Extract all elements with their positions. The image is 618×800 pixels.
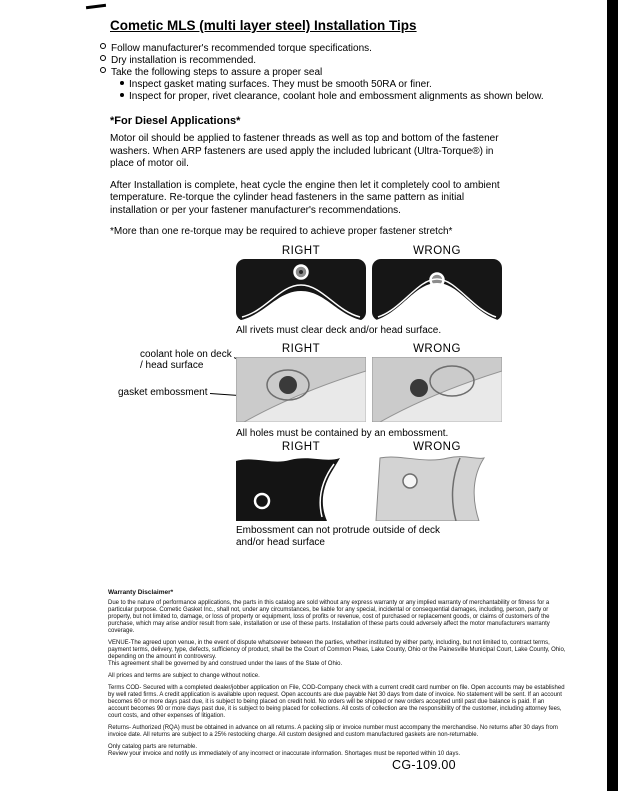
- diagram-section: [96, 245, 570, 567]
- sub-bullet-item: [120, 91, 570, 103]
- right-label: RIGHT: [281, 440, 321, 453]
- bullet-item: [100, 55, 570, 67]
- bullet-text: Follow manufacturer's recommended torque specifications.: [111, 43, 372, 54]
- page-code: CG-109.00: [392, 758, 456, 772]
- legal-paragraph: Review your invoice and notify us immediately of any incorrect or inaccurate information. Shortages must be reported within 10 days.: [108, 750, 461, 757]
- retorque-note: *More than one re-torque may be required to achieve proper fastener stretch*: [110, 226, 453, 237]
- page-title: Cometic MLS (multi layer steel) Installation Tips: [110, 18, 417, 33]
- bullet-item: [100, 67, 570, 79]
- sub-bullet-item: [120, 79, 570, 91]
- scan-artifact: [86, 4, 106, 9]
- diesel-applications-heading: *For Diesel Applications*: [110, 115, 241, 127]
- embossment-right-figure: [236, 455, 366, 521]
- legal-paragraph: All prices and terms are subject to change without notice.: [108, 672, 260, 679]
- right-label: RIGHT: [281, 342, 321, 355]
- legal-paragraph: Due to the nature of performance applications, the parts in this catalog are sold without any express warranty or any implied warranty of merchantability or fitness for a particular purpose. Cometic Gasket Inc., shall not, under any circumstances, be liable for any special, incidental or consequential damages, including, person, party or property, but not limited to, damage, or loss of property or equipment, loss of profits or revenue, cost of purchased or replacement goods, or claims of customers of the purchase, which may arise and/or result from sale, installation or use of these parts. Installation of these parts could adversely affect the motor manufacturers warranty coverage.: [108, 599, 550, 634]
- rivet-right-figure: [236, 259, 366, 321]
- callout-coolant-hole-label: coolant hole on deck / head surface: [140, 348, 232, 371]
- open-bullet-icon: [100, 55, 106, 61]
- bullet-text: Inspect gasket mating surfaces. They must be smooth 50RA or finer.: [129, 79, 432, 90]
- diagram-caption-embossment: Embossment can not protrude outside of deck and/or head surface: [236, 524, 441, 548]
- diesel-paragraph-1: Motor oil should be applied to fastener threads as well as top and bottom of the fastener washers. When ARP fasteners are used apply the included lubricant (Ultra-Torque®) in place of motor oil.: [110, 133, 499, 169]
- page-content: [96, 18, 570, 763]
- coolant-wrong-figure: [372, 357, 502, 422]
- bullet-text: Take the following steps to assure a proper seal: [111, 67, 323, 78]
- wrong-label: WRONG: [413, 342, 461, 355]
- scan-edge-right: [607, 0, 618, 791]
- right-label: RIGHT: [281, 244, 321, 257]
- bullet-item: [100, 43, 570, 55]
- diesel-paragraph-2: After Installation is complete, heat cycle the engine then let it completely cool to ambient temperature. Re-torque the cylinder head fasteners in the same pattern as initial installation or per your fastener manufacturer's recommendations.: [110, 179, 500, 216]
- open-bullet-icon: [100, 43, 106, 49]
- embossment-wrong-figure: [372, 455, 502, 521]
- wrong-label: WRONG: [413, 244, 461, 257]
- callout-gasket-embossment-label: gasket embossment: [118, 386, 208, 398]
- diagram-caption-rivets: All rivets must clear deck and/or head surface.: [236, 324, 442, 336]
- legal-paragraph: Only catalog parts are returnable.: [108, 743, 198, 750]
- filled-bullet-icon: [120, 93, 124, 97]
- diagram-caption-holes: All holes must be contained by an embossment.: [236, 427, 449, 439]
- open-bullet-icon: [100, 67, 106, 73]
- legal-paragraph: This agreement shall be governed by and construed under the laws of the State of Ohio.: [108, 660, 343, 667]
- legal-section: [108, 589, 566, 758]
- wrong-label: WRONG: [413, 440, 461, 453]
- tips-list: [96, 43, 570, 103]
- legal-paragraph: Terms COD- Secured with a completed dealer/jobber application on File, COD-Company check with a current credit card number on file. Open accounts may be established by well rated firms. A credit application is available upon request. Open accounts are due payable Net 30 days from date of invoice. No statement will be sent. If an account becomes 60 or more days past due, it is subject to being placed on credit hold. No orders will be shipped or new orders accepted until past due balance is paid. If an account becomes 90 or more days past due, it is subject to being placed for collections. All costs of collection are the responsibility of the customer, including attorney fees, court costs, and other expenses of litigation.: [108, 684, 565, 719]
- bullet-text: Dry installation is recommended.: [111, 55, 257, 66]
- coolant-right-figure: [236, 357, 366, 422]
- rivet-wrong-figure: [372, 259, 502, 321]
- filled-bullet-icon: [120, 81, 124, 85]
- warranty-disclaimer-heading: Warranty Disclaimer*: [108, 588, 174, 596]
- bullet-text: Inspect for proper, rivet clearance, coolant hole and embossment alignments as shown below.: [129, 91, 544, 102]
- legal-paragraph: Returns- Authorized (RQA) must be obtained in advance on all returns. A packing slip or invoice number must accompany the merchandise. No returns after 30 days from invoice date. All returns are subject to a 25% restocking charge. All custom designed and custom manufactured gaskets are non-returnable.: [108, 724, 558, 738]
- legal-paragraph: VENUE-The agreed upon venue, in the event of dispute whatsoever between the parties, whether instituted by either party, including, but not limited to, contract terms, payment terms, delivery, type, defects, sufficiency of product, shall be the Court of Common Pleas, Lake County, Ohio or the Painesville Municipal Court, Lake County, Ohio, depending on the amount in controversy.: [108, 639, 566, 660]
